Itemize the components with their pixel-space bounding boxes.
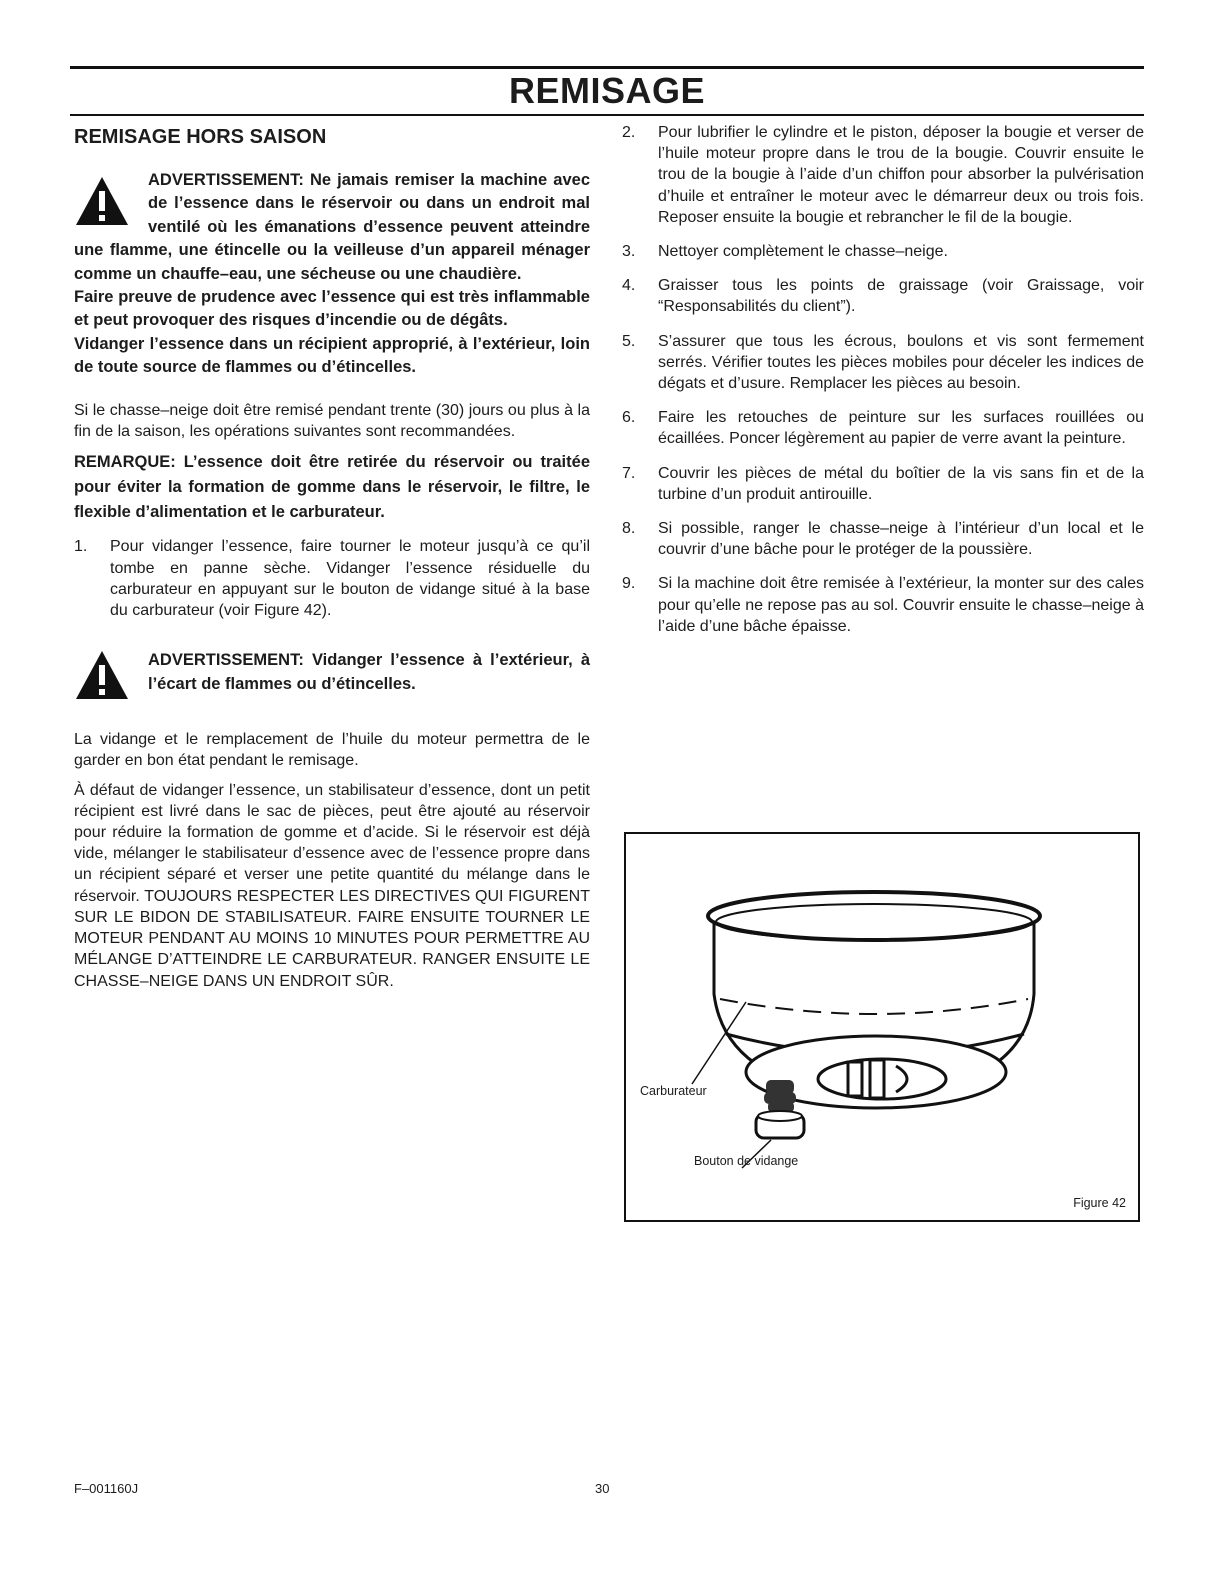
step-text: Faire les retouches de peinture sur les surfaces rouillées ou écaillées. Poncer légèrement au papier de verre avant la peinture. bbox=[658, 409, 1144, 448]
step-number: 4. bbox=[622, 277, 636, 295]
steps-list-right bbox=[622, 122, 1144, 637]
step-number: 3. bbox=[622, 243, 636, 261]
step-number: 5. bbox=[622, 332, 636, 350]
step-number: 6. bbox=[622, 409, 636, 427]
step-text: Si possible, ranger le chasse–neige à l’intérieur d’un local et le couvrir d’une bâche pour le protéger de la poussière. bbox=[658, 520, 1144, 559]
step-number: 9. bbox=[622, 575, 636, 593]
footer-code: F–001160J bbox=[74, 1481, 139, 1496]
warning-triangle-icon bbox=[74, 175, 130, 227]
warning-block-2 bbox=[74, 649, 590, 701]
list-item bbox=[622, 241, 1144, 262]
warning-2-text: ADVERTISSEMENT: Vidanger l’essence à l’extérieur, à l’écart de flammes ou d’étincelles. bbox=[148, 651, 590, 693]
step-text: Graisser tous les points de graissage (voir Graissage, voir “Responsabilités du client”). bbox=[658, 277, 1144, 316]
page-title: REMISAGE bbox=[70, 66, 1144, 116]
step-text: Pour lubrifier le cylindre et le piston, déposer la bougie et verser de l’huile moteur propre dans le trou de la bougie. Couvrir ensuite le trou de la bougie à l’aide d’un chiffon pour absorber la pulvérisation d’huile et entraîner le moteur avec le démarreur deux ou trois fois. Reposer ensuite la bougie et rebrancher le fil de la bougie. bbox=[658, 124, 1144, 226]
steps-list-left bbox=[74, 536, 590, 621]
warning-block-1 bbox=[74, 169, 590, 380]
list-item bbox=[622, 122, 1144, 228]
figure-42 bbox=[624, 832, 1140, 1222]
step-text: Couvrir les pièces de métal du boîtier de la vis sans fin et de la turbine d’un produit antirouille. bbox=[658, 464, 1144, 503]
list-item bbox=[622, 331, 1144, 395]
figure-caption: Figure 42 bbox=[1073, 1196, 1126, 1210]
step-number: 7. bbox=[622, 464, 636, 482]
note-paragraph: REMARQUE: L’essence doit être retirée du réservoir ou traitée pour éviter la formation de gomme dans le réservoir, le filtre, le flexible d’alimentation et le carburateur. bbox=[74, 453, 590, 521]
step-text: Pour vidanger l’essence, faire tourner le moteur jusqu’à ce qu’il tombe en panne sèche. Vidanger l’essence résiduelle du carburateur en appuyant sur le bouton de vidange situé à la base du carburateur (voir Figure 42). bbox=[110, 538, 590, 620]
list-item bbox=[74, 536, 590, 621]
drain-button-label: Bouton de vidange bbox=[694, 1154, 799, 1168]
warning-triangle-icon bbox=[74, 649, 130, 701]
right-column bbox=[622, 122, 1144, 637]
stabilizer-paragraph: À défaut de vidanger l’essence, un stabilisateur d’essence, dont un petit récipient est livré dans le sac de pièces, peut être ajouté au réservoir pour réduire la formation de gomme et d’acide. Si le réservoir est déjà vide, mélanger le stabilisateur d’essence avec de l’essence propre dans un récipient séparé et verser une petite quantité du mélange dans le réservoir. TOUJOURS RESPECTER LES DIRECTIVES QUI FIGURENT SUR LE BIDON DE STABILISATEUR. FAIRE ENSUITE TOURNER LE MOTEUR PENDANT AU MOINS 10 MINUTES POUR PERMETTRE AU MÉLANGE D’ATTEINDRE LE CARBURATEUR. RANGER ENSUITE LE CHASSE–NEIGE DANS UN ENDROIT SÛR. bbox=[74, 781, 590, 990]
warning-1-caution: Faire preuve de prudence avec l’essence qui est très inflammable et peut provoquer des risques d’incendie ou de dégâts. bbox=[74, 288, 590, 330]
section-heading: REMISAGE HORS SAISON bbox=[74, 126, 327, 148]
list-item bbox=[622, 275, 1144, 317]
step-number: 1. bbox=[74, 538, 88, 556]
page-number: 30 bbox=[595, 1481, 610, 1496]
warning-1-text: ADVERTISSEMENT: Ne jamais remiser la machine avec de l’essence dans le réservoir ou dans un endroit mal ventilé où les émanations d’essence peuvent atteindre une flamme, une étincelle ou la veilleuse d’un appareil ménager comme un chauffe–eau, une sécheuse ou une chaudière. bbox=[74, 171, 590, 283]
intro-paragraph: Si le chasse–neige doit être remisé pendant trente (30) jours ou plus à la fin de la saison, les opérations suivantes sont recommandées. bbox=[74, 401, 590, 440]
left-column bbox=[74, 122, 590, 992]
carburetor-label: Carburateur bbox=[640, 1084, 707, 1098]
step-number: 2. bbox=[622, 124, 636, 141]
list-item bbox=[622, 407, 1144, 449]
warning-1-drain: Vidanger l’essence dans un récipient approprié, à l’extérieur, loin de toute source de flammes ou d’étincelles. bbox=[74, 334, 590, 377]
step-text: S’assurer que tous les écrous, boulons et vis sont fermement serrés. Vérifier toutes les pièces mobiles pour déceler les indices de dégats et d’usure. Remplacer les pièces au besoin. bbox=[658, 332, 1144, 393]
list-item bbox=[622, 518, 1144, 560]
list-item bbox=[622, 463, 1144, 505]
list-item bbox=[622, 573, 1144, 637]
step-text: Si la machine doit être remisée à l’extérieur, la monter sur des cales pour qu’elle ne repose pas au sol. Couvrir ensuite le chasse–neige à l’aide d’une bâche épaisse. bbox=[658, 575, 1144, 635]
step-number: 8. bbox=[622, 520, 636, 538]
step-text: Nettoyer complètement le chasse–neige. bbox=[658, 243, 948, 261]
oil-paragraph: La vidange et le remplacement de l’huile du moteur permettra de le garder en bon état pendant le remisage. bbox=[74, 731, 590, 770]
